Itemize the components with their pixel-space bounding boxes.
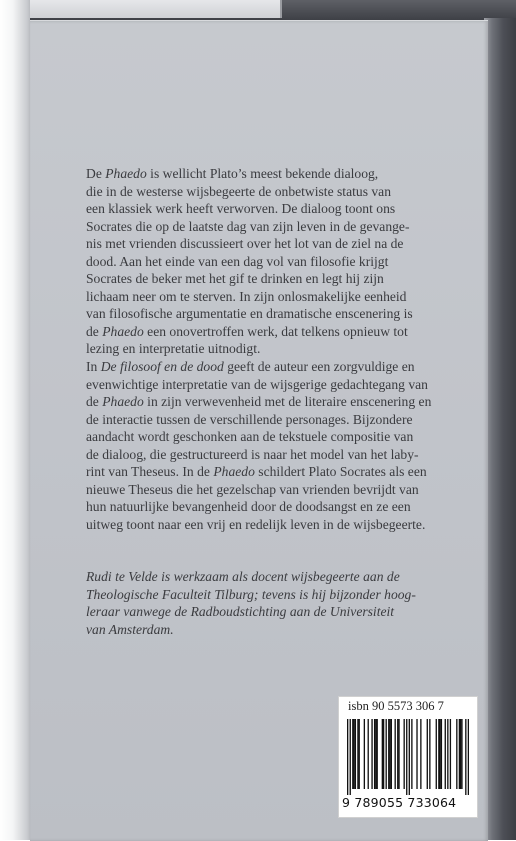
barcode-bar (391, 719, 392, 789)
blurb-line (86, 411, 476, 429)
book-spine (484, 18, 516, 840)
barcode-bar (398, 719, 399, 789)
blurb-line (86, 323, 476, 341)
barcode-bar (461, 719, 462, 789)
page-edge-shadow (0, 0, 32, 840)
italic-title: Phaedo (105, 166, 147, 181)
barcode-bar (460, 719, 461, 789)
blurb-line (86, 183, 476, 201)
text-segment: Socrates die op de laatste dag van zijn leven in de gevange- (86, 218, 410, 234)
text-segment: de (86, 323, 103, 339)
blurb-line (86, 516, 476, 534)
text-segment: is wellicht Plato’s meest bekende dialoog, (146, 166, 379, 181)
text-segment: schildert Plato Socrates als een (254, 464, 427, 480)
text-segment: de interactie tussen de verschillende personages. Bijzondere (86, 411, 413, 427)
barcode-bar (456, 719, 457, 789)
barcode-bar (364, 719, 365, 789)
bio-line: leraar vanwege de Radboudstichting aan de Universiteit (86, 604, 395, 620)
barcode-bar (353, 719, 354, 789)
italic-title: De filosoof en de dood (100, 359, 224, 375)
barcode-bar (420, 719, 421, 789)
barcode-bar (447, 719, 448, 789)
text-segment: uitweg toont naar een vrij en redelijk leven in de wijsbegeerte. (86, 516, 426, 532)
text-segment: rint van Theseus. In de (86, 464, 214, 480)
text-segment: lezing en interpretatie uitnodigt. (86, 341, 261, 357)
barcode-bar (389, 719, 390, 789)
bio-line: Rudi te Velde is werkzaam als docent wijsbegeerte aan de (86, 569, 400, 584)
text-segment: in zijn verwevenheid met de literaire enscenering en (143, 394, 432, 410)
blurb-line (86, 165, 476, 183)
barcode-bar (352, 719, 353, 789)
blurb-line (86, 428, 476, 446)
barcode-bar (395, 719, 396, 789)
blurb-line (86, 463, 476, 481)
barcode-bar (439, 719, 440, 789)
blurb-line (86, 270, 476, 288)
blurb-line (86, 498, 476, 516)
barcode-guard-bar (347, 719, 348, 795)
italic-title: Phaedo (102, 323, 144, 339)
barcode-bar (445, 719, 446, 789)
isbn-number: isbn 90 5573 306 7 (348, 699, 444, 713)
text-segment: De (86, 166, 106, 181)
dust-jacket-edge (30, 0, 282, 18)
barcode-bar (427, 719, 428, 789)
text-segment: dood. Aan het einde van een dag vol van filosofie krijgt (86, 253, 389, 269)
barcode-bar (450, 719, 451, 789)
barcode-bar (436, 719, 437, 789)
text-segment: die in de westerse wijsbegeerte de onbetwiste status van (86, 183, 392, 199)
blurb-text (86, 165, 476, 533)
blurb-line (86, 481, 476, 499)
barcode-label (338, 696, 478, 818)
ean-digits: 9 789055 733064 (342, 795, 457, 810)
barcode-bar (411, 719, 412, 789)
barcode-bar (404, 719, 405, 789)
barcode-bar (386, 719, 387, 789)
italic-title: Phaedo (102, 394, 144, 410)
barcode-bar (388, 719, 389, 789)
blurb-line (86, 235, 476, 253)
blurb-line (86, 340, 476, 358)
text-segment: nis met vrienden discussieert over het lot van de ziel na de (86, 236, 404, 252)
text-segment: geeft de auteur een zorgvuldige en (223, 359, 415, 375)
author-bio (86, 568, 476, 638)
blurb-line (86, 200, 476, 218)
text-segment: de dialoog, die gestructureerd is naar het model van het laby- (86, 446, 419, 462)
barcode-bar (357, 719, 358, 789)
text-segment: lichaam neer om te sterven. In zijn onlosmakelijke eenheid (86, 288, 407, 304)
barcode-bar (371, 719, 372, 789)
blurb-line (86, 253, 476, 271)
text-segment: van filosofische argumentatie en dramatische enscenering is (86, 306, 413, 322)
text-segment: Socrates de beker met het gif te drinken en legt hij zijn (86, 271, 384, 287)
blurb-line (86, 376, 476, 394)
text-segment: In (86, 359, 101, 375)
text-segment: hun natuurlijke bevangenheid door de doodsangst en ze een (86, 499, 411, 515)
barcode-guard-bar (409, 719, 410, 795)
barcode-bar (459, 719, 460, 789)
text-segment: de (86, 394, 103, 410)
barcode-guard-bar (350, 719, 351, 795)
barcode-bars (347, 719, 469, 795)
barcode-bar (441, 719, 442, 789)
text-segment: een onovertroffen werk, dat telkens opnieuw tot (143, 323, 408, 339)
text-segment: een klassiek werk heeft verworven. De dialoog toont ons (86, 201, 396, 217)
blurb-line (86, 288, 476, 306)
bio-line: Theologische Faculteit Tilburg; tevens is hij bijzonder hoog- (86, 586, 416, 602)
barcode-bar (368, 719, 369, 789)
barcode-bar (377, 719, 378, 789)
blurb-line (86, 393, 476, 411)
italic-title: Phaedo (213, 464, 255, 480)
barcode-bar (375, 719, 376, 789)
barcode-bar (383, 719, 384, 789)
text-segment: evenwichtige interpretatie van de wijsgerige gedachtegang van (86, 376, 428, 392)
barcode-guard-bar (406, 719, 407, 795)
barcode-bar (382, 719, 383, 789)
barcode-bar (355, 719, 356, 789)
barcode-bar (374, 719, 375, 789)
barcode-bar (438, 719, 439, 789)
barcode-guard-bar (468, 719, 469, 795)
barcode-bar (359, 719, 360, 789)
text-segment: nieuwe Theseus die het gezelschap van vrienden bevrijdt van (86, 481, 419, 497)
barcode-guard-bar (465, 719, 466, 795)
text-segment: aandacht wordt geschonken aan de tekstuele compositie van (86, 429, 414, 445)
blurb-line (86, 358, 476, 376)
bio-line: van Amsterdam. (86, 621, 174, 637)
blurb-line (86, 305, 476, 323)
blurb-line (86, 446, 476, 464)
barcode-bar (429, 719, 430, 789)
blurb-line (86, 218, 476, 236)
barcode-bar (397, 719, 398, 789)
barcode-bar (416, 719, 417, 789)
